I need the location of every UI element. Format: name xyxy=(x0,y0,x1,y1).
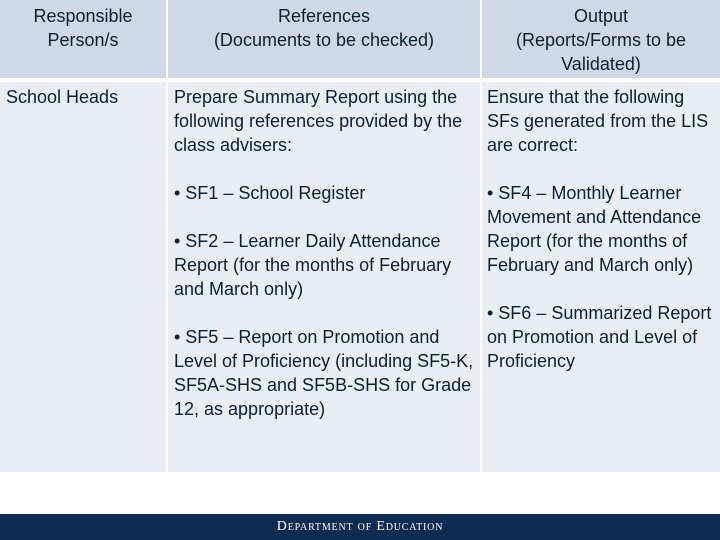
output-intro: Ensure that the following SFs generated from the LIS are correct: xyxy=(487,87,709,155)
references-item-sf1: • SF1 – School Register xyxy=(174,183,366,203)
header-output-line-2: (Reports/Forms to be xyxy=(515,30,687,50)
header-references-line-1: References xyxy=(277,6,371,26)
header-output-line-3: Validated) xyxy=(561,54,641,74)
output-item-sf4: • SF4 – Monthly Learner Movement and Attendance Report (for the months of February and March only) xyxy=(487,183,702,275)
header-responsible-line-2: Person/s xyxy=(47,30,119,50)
output-item-sf6: • SF6 – Summarized Report on Promotion and Level of Proficiency xyxy=(487,303,712,371)
header-responsible-line-1: Responsible xyxy=(33,6,133,26)
cell-responsible-person xyxy=(0,78,166,472)
references-intro: Prepare Summary Report using the following references provided by the class advisers: xyxy=(174,87,463,155)
header-output-line-1: Output xyxy=(573,6,629,26)
footer-bar xyxy=(0,514,720,540)
header-references-line-2: (Documents to be checked) xyxy=(213,30,435,50)
references-item-sf2: • SF2 – Learner Daily Attendance Report (for the months of February and March only) xyxy=(174,231,452,299)
responsible-person-text: School Heads xyxy=(6,87,119,107)
header-references xyxy=(166,0,480,78)
footer-department-name: Department of Education xyxy=(276,519,444,534)
references-item-sf5: • SF5 – Report on Promotion and Level of Proficiency (including SF5-K, SF5A-SHS and SF5B-SHS for Grade 12, as appropriate) xyxy=(174,327,474,419)
header-responsible-persons xyxy=(0,0,166,78)
header-output xyxy=(480,0,720,78)
cell-references xyxy=(166,78,480,472)
cell-output xyxy=(480,78,720,472)
